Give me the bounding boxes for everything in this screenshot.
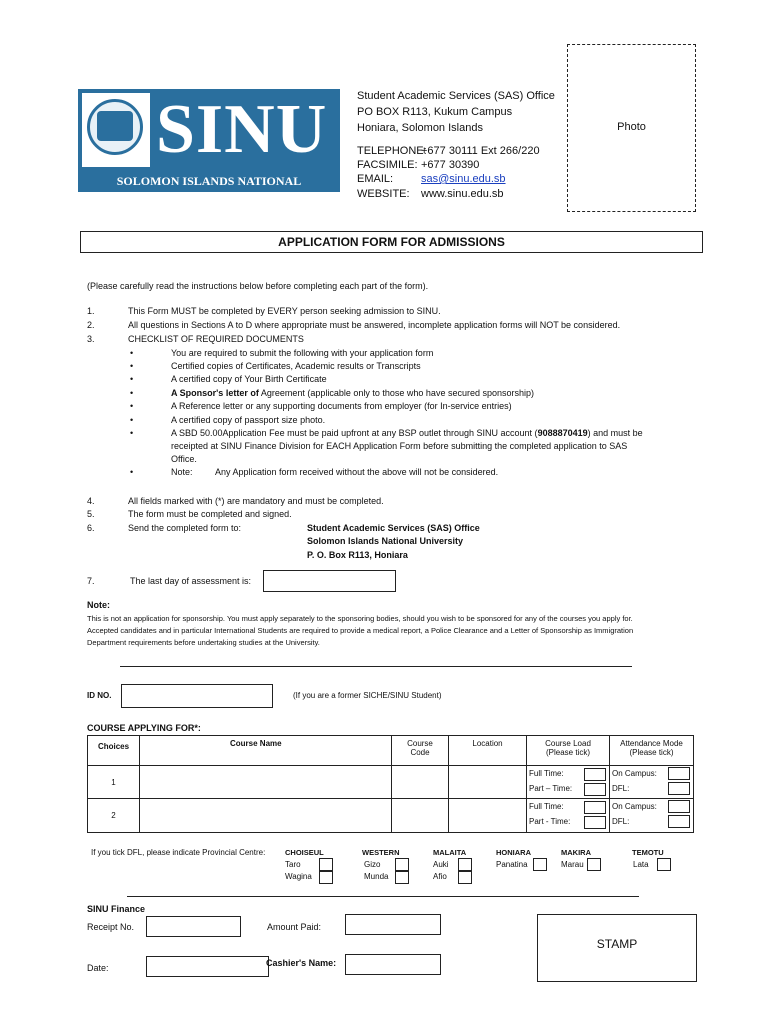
address-line: PO BOX R113, Kukum Campus bbox=[357, 106, 513, 118]
divider-line bbox=[120, 666, 632, 667]
stamp-label: STAMP bbox=[596, 937, 638, 951]
centre-label: Taro bbox=[285, 860, 301, 869]
panatina-checkbox[interactable] bbox=[533, 858, 547, 871]
choice-number: 2 bbox=[88, 799, 140, 833]
instruction-number: 1. bbox=[87, 306, 95, 316]
instruction-text: All fields marked with (*) are mandatory and must be completed. bbox=[128, 496, 384, 506]
part-time-label: Part - Time: bbox=[529, 817, 571, 826]
bullet-icon: • bbox=[130, 428, 134, 438]
on-campus-checkbox-1[interactable] bbox=[668, 767, 690, 780]
table-header-row bbox=[88, 736, 694, 766]
province-temotu: TEMOTU bbox=[632, 848, 664, 857]
note-line: Accepted candidates and in particular International Students are required to provide a medical report, a Police Clearance and a Letter of Sponsorship as Immigration bbox=[87, 626, 634, 635]
photo-label: Photo bbox=[617, 121, 646, 133]
header-location-text: Location bbox=[472, 739, 503, 748]
website-label: WEBSITE: bbox=[357, 188, 410, 200]
note-label: Note: bbox=[87, 600, 110, 610]
sponsor-letter-emphasis: A Sponsor's letter of bbox=[171, 388, 259, 398]
bullet-icon: • bbox=[130, 361, 134, 371]
date-label: Date: bbox=[87, 963, 109, 973]
munda-checkbox[interactable] bbox=[395, 871, 409, 884]
instruction-number: 6. bbox=[87, 523, 95, 533]
province-malaita: MALAITA bbox=[433, 848, 467, 857]
dfl-checkbox-2[interactable] bbox=[668, 815, 690, 828]
centre-label: Panatina bbox=[496, 860, 528, 869]
send-address-line: Solomon Islands National University bbox=[307, 536, 464, 546]
taro-checkbox[interactable] bbox=[319, 858, 333, 871]
checklist-item: You are required to submit the following with your application form bbox=[171, 348, 434, 358]
auki-checkbox[interactable] bbox=[458, 858, 472, 871]
bullet-icon: • bbox=[130, 374, 134, 384]
course-name-cell-2[interactable] bbox=[140, 799, 392, 833]
checklist-heading: CHECKLIST OF REQUIRED DOCUMENTS bbox=[128, 334, 304, 344]
instruction-number: 2. bbox=[87, 320, 95, 330]
finance-heading: SINU Finance bbox=[87, 904, 146, 914]
table-row bbox=[88, 766, 694, 799]
lata-checkbox[interactable] bbox=[657, 858, 671, 871]
header-load-line2: (Please tick) bbox=[545, 748, 590, 757]
header-course-load bbox=[527, 736, 610, 766]
fee-text: A SBD 50.00Application Fee must be paid upfront at any BSP outlet through SINU account ( bbox=[171, 428, 538, 438]
id-hint: (If you are a former SICHE/SINU Student) bbox=[293, 691, 442, 700]
fax-value: +677 30390 bbox=[421, 159, 480, 171]
centre-label: Gizo bbox=[364, 860, 381, 869]
header-code-line2: Code bbox=[410, 748, 430, 757]
date-field[interactable] bbox=[146, 956, 269, 977]
bsp-account-number: 9088870419 bbox=[537, 428, 588, 438]
receipt-label: Receipt No. bbox=[87, 922, 135, 932]
instruction-text: This Form MUST be completed by EVERY person seeking admission to SINU. bbox=[128, 306, 441, 316]
checklist-item bbox=[171, 388, 534, 398]
header-mode-line2: (Please tick) bbox=[629, 748, 674, 757]
checklist-item: A certified copy of Your Birth Certificate bbox=[171, 374, 327, 384]
centre-label: Auki bbox=[433, 860, 449, 869]
checklist-note-text: Any Application form received without the above will not be considered. bbox=[215, 467, 499, 477]
cashier-label: Cashier's Name: bbox=[266, 958, 337, 968]
stamp-box[interactable] bbox=[537, 914, 697, 982]
full-time-checkbox-2[interactable] bbox=[584, 801, 606, 814]
address-line: Honiara, Solomon Islands bbox=[357, 122, 483, 134]
amount-paid-field[interactable] bbox=[345, 914, 441, 935]
header-choices-text: Choices bbox=[97, 742, 130, 751]
centre-label: Marau bbox=[561, 860, 584, 869]
header-choices bbox=[88, 736, 140, 766]
part-time-label: Part – Time: bbox=[529, 784, 573, 793]
cashier-name-field[interactable] bbox=[345, 954, 441, 975]
address-line: Student Academic Services (SAS) Office bbox=[357, 90, 555, 102]
choice-number: 1 bbox=[88, 766, 140, 799]
photo-placeholder[interactable] bbox=[567, 44, 696, 212]
intro-text: (Please carefully read the instructions below before completing each part of the form). bbox=[87, 281, 429, 291]
full-time-label: Full Time: bbox=[529, 769, 564, 778]
course-name-cell-1[interactable] bbox=[140, 766, 392, 799]
centre-label: Wagina bbox=[285, 872, 312, 881]
centre-label: Afio bbox=[433, 872, 447, 881]
logo-subtitle: SOLOMON ISLANDS NATIONAL UNIVERSITY bbox=[116, 174, 302, 206]
send-address-line: Student Academic Services (SAS) Office bbox=[307, 523, 480, 533]
province-choiseul: CHOISEUL bbox=[285, 848, 324, 857]
instruction-text: Send the completed form to: bbox=[128, 523, 242, 533]
header-code-line1: Course bbox=[407, 739, 433, 748]
centre-label: Munda bbox=[364, 872, 389, 881]
university-crest-icon bbox=[82, 93, 150, 167]
afio-checkbox[interactable] bbox=[458, 871, 472, 884]
instruction-text: The last day of assessment is: bbox=[130, 576, 252, 586]
checklist-note-label: Note: bbox=[171, 467, 193, 477]
on-campus-label: On Campus: bbox=[612, 802, 657, 811]
bullet-icon: • bbox=[130, 348, 134, 358]
fax-label: FACSIMILE: bbox=[357, 159, 418, 171]
email-label: EMAIL: bbox=[357, 173, 394, 185]
header-mode-line1: Attendance Mode bbox=[620, 739, 683, 748]
fee-text-end: ) and must be bbox=[587, 428, 643, 438]
assessment-date-field[interactable] bbox=[263, 570, 396, 592]
checklist-item: Certified copies of Certificates, Academic results or Transcripts bbox=[171, 361, 421, 371]
amount-label: Amount Paid: bbox=[267, 922, 322, 932]
checklist-item: A Reference letter or any supporting documents from employer (for In-service entries) bbox=[171, 401, 512, 411]
province-western: WESTERN bbox=[362, 848, 400, 857]
instruction-text: The form must be completed and signed. bbox=[128, 509, 292, 519]
location-cell-2[interactable] bbox=[449, 799, 527, 833]
website-value: www.sinu.edu.sb bbox=[421, 188, 504, 200]
sponsor-letter-text: Agreement (applicable only to those who have secured sponsorship) bbox=[258, 388, 534, 398]
checklist-item: A certified copy of passport size photo. bbox=[171, 415, 326, 425]
course-table bbox=[87, 735, 694, 833]
course-load-cell-1 bbox=[527, 766, 610, 799]
header-load-line1: Course Load bbox=[545, 739, 591, 748]
header-course-name bbox=[140, 736, 392, 766]
wagina-checkbox[interactable] bbox=[319, 871, 333, 884]
bullet-icon: • bbox=[130, 415, 134, 425]
checklist-item-continued: Office. bbox=[171, 454, 197, 464]
logo-wordmark: SINU bbox=[156, 91, 328, 168]
form-title: APPLICATION FORM FOR ADMISSIONS bbox=[80, 231, 703, 253]
bullet-icon: • bbox=[130, 401, 134, 411]
course-code-cell-2[interactable] bbox=[392, 799, 449, 833]
checklist-item-continued: receipted at SINU Finance Division for EACH Application Form before submitting the completed application to SAS bbox=[171, 441, 628, 451]
note-line: Department requirements before undertaking studies at the University. bbox=[87, 638, 320, 647]
province-makira: MAKIRA bbox=[561, 848, 591, 857]
bullet-icon: • bbox=[130, 467, 134, 477]
telephone-value: +677 30111 Ext 266/220 bbox=[421, 145, 540, 157]
instruction-number: 7. bbox=[87, 576, 95, 586]
email-link[interactable]: sas@sinu.edu.sb bbox=[421, 173, 506, 185]
divider-line bbox=[127, 896, 639, 897]
id-label: ID NO. bbox=[87, 691, 112, 700]
checklist-item bbox=[171, 428, 643, 438]
receipt-number-field[interactable] bbox=[146, 916, 241, 937]
header-course-code bbox=[392, 736, 449, 766]
full-time-label: Full Time: bbox=[529, 802, 564, 811]
bullet-icon: • bbox=[130, 388, 134, 398]
course-load-cell-2 bbox=[527, 799, 610, 833]
instruction-number: 4. bbox=[87, 496, 95, 506]
part-time-checkbox-1[interactable] bbox=[584, 783, 606, 796]
dfl-label: DFL: bbox=[612, 817, 630, 826]
telephone-label: TELEPHONE: bbox=[357, 145, 427, 157]
location-cell-1[interactable] bbox=[449, 766, 527, 799]
instruction-text: All questions in Sections A to D where appropriate must be answered, incomplete application forms will NOT be considered. bbox=[128, 320, 621, 330]
instruction-number: 3. bbox=[87, 334, 95, 344]
table-row bbox=[88, 799, 694, 833]
marau-checkbox[interactable] bbox=[587, 858, 601, 871]
part-time-checkbox-2[interactable] bbox=[584, 816, 606, 829]
send-address-line: P. O. Box R113, Honiara bbox=[307, 550, 408, 560]
header-course-name-text: Course Name bbox=[230, 739, 282, 748]
province-honiara: HONIARA bbox=[496, 848, 531, 857]
instruction-number: 5. bbox=[87, 509, 95, 519]
full-time-checkbox-1[interactable] bbox=[584, 768, 606, 781]
office-address bbox=[357, 88, 555, 136]
header-attendance-mode bbox=[610, 736, 694, 766]
dfl-checkbox-1[interactable] bbox=[668, 782, 690, 795]
note-line: This is not an application for sponsorship. You must apply separately to the sponsoring bodies, should you wish to be sponsored for any of the courses you apply for. bbox=[87, 614, 633, 623]
centre-label: Lata bbox=[633, 860, 649, 869]
dfl-label: DFL: bbox=[612, 784, 630, 793]
id-number-field[interactable] bbox=[121, 684, 273, 708]
course-heading: COURSE APPLYING FOR*: bbox=[87, 723, 201, 733]
crest-book-icon bbox=[97, 111, 133, 141]
attendance-cell-1 bbox=[610, 766, 694, 799]
attendance-cell-2 bbox=[610, 799, 694, 833]
course-code-cell-1[interactable] bbox=[392, 766, 449, 799]
on-campus-checkbox-2[interactable] bbox=[668, 800, 690, 813]
sinu-logo bbox=[78, 89, 340, 206]
dfl-centre-prompt: If you tick DFL, please indicate Provincial Centre: bbox=[91, 848, 266, 857]
on-campus-label: On Campus: bbox=[612, 769, 657, 778]
gizo-checkbox[interactable] bbox=[395, 858, 409, 871]
header-location bbox=[449, 736, 527, 766]
